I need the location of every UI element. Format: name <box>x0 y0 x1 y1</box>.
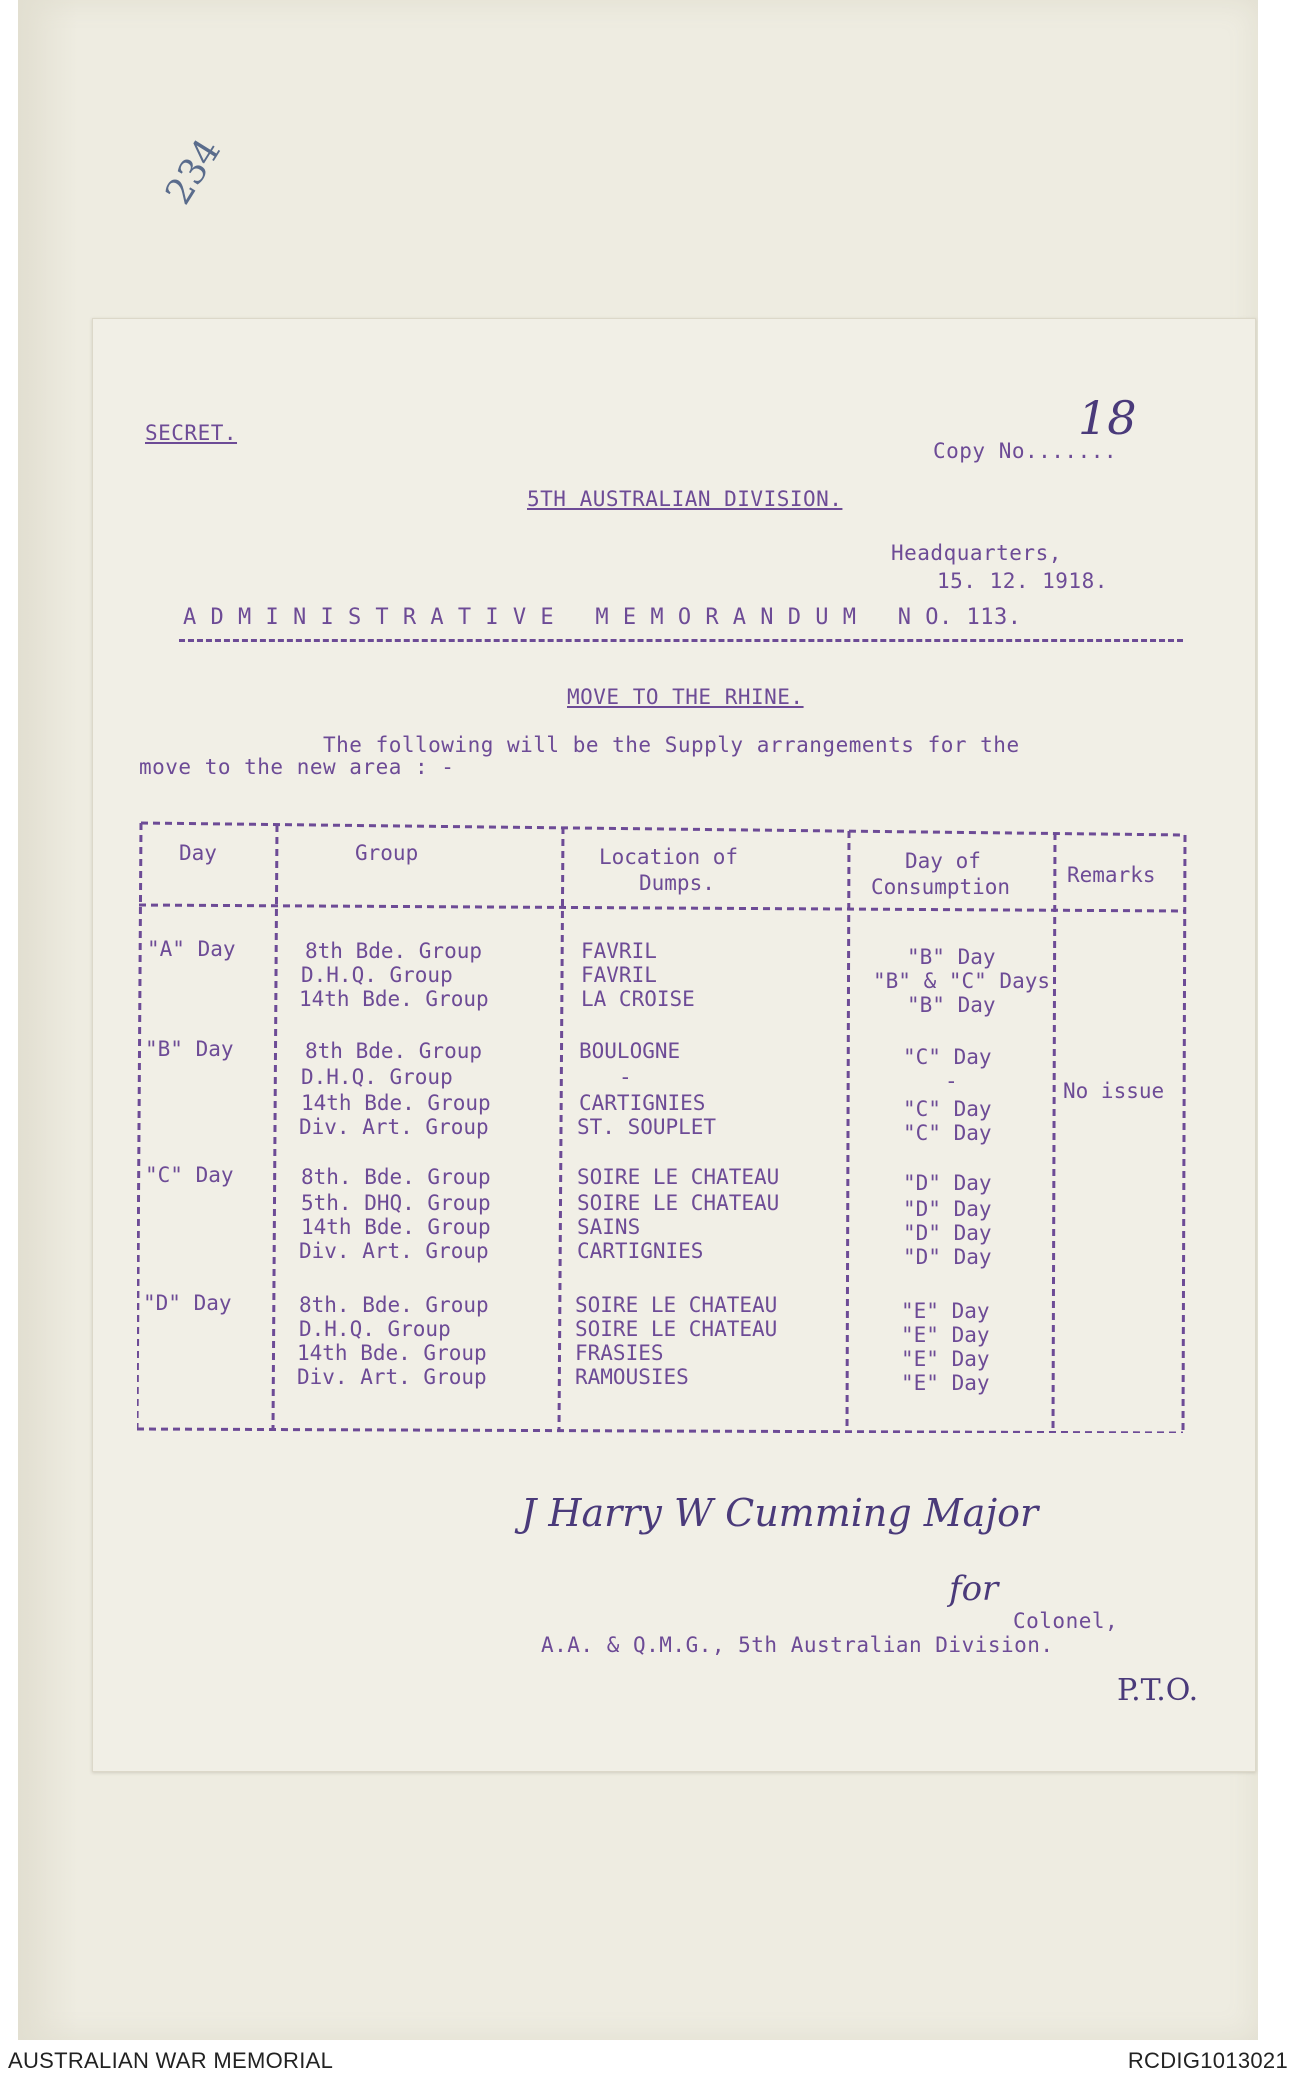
row-consumption: "B" Day <box>907 993 996 1017</box>
signatory-rank: Colonel, <box>1013 1609 1119 1633</box>
row-location: - <box>619 1065 632 1089</box>
row-location: CARTIGNIES <box>579 1091 706 1115</box>
row-location: SOIRE LE CHATEAU <box>575 1293 778 1317</box>
header-group: Group <box>355 841 419 865</box>
classification: SECRET. <box>145 421 238 445</box>
intro-line-1: The following will be the Supply arrangements for the <box>323 733 1020 757</box>
row-group: Div. Art. Group <box>299 1239 489 1263</box>
row-location: FAVRIL <box>581 939 657 963</box>
row-group: D.H.Q. Group <box>299 1317 451 1341</box>
memo-date: 15. 12. 1918. <box>937 569 1108 593</box>
row-consumption: "D" Day <box>903 1171 992 1195</box>
copy-label: Copy No....... <box>933 439 1118 463</box>
row-location: FAVRIL <box>581 963 657 987</box>
footer-record-id: RCDIG1013021 <box>1127 2048 1288 2073</box>
supply-table <box>137 819 1189 1433</box>
row-location: RAMOUSIES <box>575 1365 689 1389</box>
section-day: "A" Day <box>147 937 236 961</box>
footer-institution: AUSTRALIAN WAR MEMORIAL <box>8 2048 334 2073</box>
pto-note: P.T.O. <box>1117 1673 1199 1708</box>
signature-for-mark: for <box>949 1569 999 1609</box>
row-consumption: "E" Day <box>901 1347 990 1371</box>
row-group: 5th. DHQ. Group <box>301 1191 491 1215</box>
row-location: LA CROISE <box>581 987 695 1011</box>
intro-line-2: move to the new area : - <box>139 755 455 779</box>
section-day: "D" Day <box>143 1291 232 1315</box>
row-remarks: No issue <box>1063 1079 1165 1103</box>
header-location-1: Location of <box>599 845 739 869</box>
row-consumption: "E" Day <box>901 1299 990 1323</box>
row-consumption: "C" Day <box>903 1045 992 1069</box>
section-day: "C" Day <box>145 1163 234 1187</box>
memo-sheet <box>92 318 1256 1772</box>
archive-folio-number: 234 <box>158 131 230 212</box>
division-heading: 5TH AUSTRALIAN DIVISION. <box>527 487 843 511</box>
row-location: FRASIES <box>575 1341 664 1365</box>
row-group: 14th Bde. Group <box>301 1091 491 1115</box>
signatory-appointment: A.A. & Q.M.G., 5th Australian Division. <box>541 1633 1054 1657</box>
row-group: 8th Bde. Group <box>305 1039 483 1063</box>
row-consumption: "E" Day <box>901 1323 990 1347</box>
row-location: SOIRE LE CHATEAU <box>577 1191 780 1215</box>
row-consumption: "B" Day <box>907 945 996 969</box>
row-group: 8th Bde. Group <box>305 939 483 963</box>
handwritten-signature: J Harry W Cumming Major <box>521 1491 1039 1535</box>
row-location: ST. SOUPLET <box>577 1115 717 1139</box>
row-location: SOIRE LE CHATEAU <box>577 1165 780 1189</box>
row-consumption: "D" Day <box>903 1197 992 1221</box>
row-consumption: "C" Day <box>903 1097 992 1121</box>
row-consumption: - <box>945 1069 958 1093</box>
row-consumption: "B" & "C" Days <box>873 969 1051 993</box>
row-group: 14th Bde. Group <box>297 1341 487 1365</box>
row-group: Div. Art. Group <box>299 1115 489 1139</box>
copy-number: 18 <box>1078 391 1137 445</box>
title-rule <box>179 639 1183 642</box>
header-remarks: Remarks <box>1067 863 1156 887</box>
row-group: 8th. Bde. Group <box>301 1165 491 1189</box>
header-consumption-1: Day of <box>905 849 981 873</box>
header-consumption-2: Consumption <box>871 875 1011 899</box>
row-consumption: "D" Day <box>903 1221 992 1245</box>
row-group: 14th Bde. Group <box>301 1215 491 1239</box>
row-group: D.H.Q. Group <box>301 963 453 987</box>
row-location: SAINS <box>577 1215 641 1239</box>
row-consumption: "D" Day <box>903 1245 992 1269</box>
header-day: Day <box>179 841 217 865</box>
header-location-2: Dumps. <box>639 871 715 895</box>
section-day: "B" Day <box>145 1037 234 1061</box>
row-group: 8th. Bde. Group <box>299 1293 489 1317</box>
memo-title: A D M I N I S T R A T I V E M E M O R A N D U M N O. 113. <box>183 605 1022 630</box>
row-location: SOIRE LE CHATEAU <box>575 1317 778 1341</box>
row-group: 14th Bde. Group <box>299 987 489 1011</box>
hq-line: Headquarters, <box>891 541 1062 565</box>
row-group: D.H.Q. Group <box>301 1065 453 1089</box>
row-consumption: "C" Day <box>903 1121 992 1145</box>
row-location: CARTIGNIES <box>577 1239 704 1263</box>
subject-heading: MOVE TO THE RHINE. <box>567 685 804 709</box>
row-location: BOULOGNE <box>579 1039 681 1063</box>
row-consumption: "E" Day <box>901 1371 990 1395</box>
row-group: Div. Art. Group <box>297 1365 487 1389</box>
